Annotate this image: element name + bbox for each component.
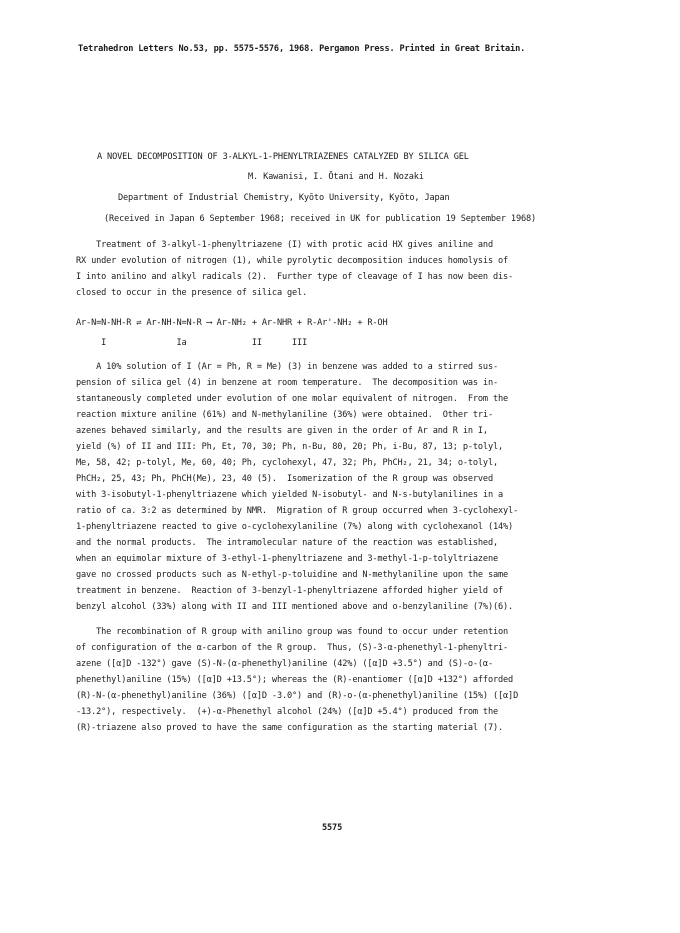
paragraph-line: benzyl alcohol (33%) along with II and III mentioned above and o-benzylaniline (7%)(6).: [76, 602, 514, 612]
author-affiliation: Department of Industrial Chemistry, Kyōto University, Kyōto, Japan: [118, 193, 450, 203]
article-title: A NOVEL DECOMPOSITION OF 3-ALKYL-1-PHENYLTRIAZENES CATALYZED BY SILICA GEL: [97, 152, 469, 162]
paragraph-line: Me, 58, 42; p-tolyl, Me, 60, 40; Ph, cyclohexyl, 47, 32; Ph, PhCH₂, 21, 34; o-tolyl,: [76, 458, 499, 468]
paragraph-line: and the normal products. The intramolecular nature of the reaction was established,: [76, 538, 499, 548]
paragraph-line: (R)-triazene also proved to have the same configuration as the starting material (7).: [76, 723, 504, 733]
paragraph-line: The recombination of R group with anilino group was found to occur under retention: [76, 627, 509, 637]
paragraph-line: (R)-N-(α-phenethyl)aniline (36%) ([α]D -3.0°) and (R)-o-(α-phenethyl)aniline (15%) ([α]D: [76, 691, 519, 701]
paragraph-line: closed to occur in the presence of silica gel.: [76, 288, 308, 298]
page-number: 5575: [322, 823, 343, 833]
journal-header: Tetrahedron Letters No.53, pp. 5575-5576, 1968. Pergamon Press. Printed in Great Britain.: [78, 44, 526, 54]
paragraph-line: treatment in benzene. Reaction of 3-benzyl-1-phenyltriazene afforded higher yield of: [76, 586, 504, 596]
paragraph-line: with 3-isobutyl-1-phenyltriazene which yielded N-isobutyl- and N-s-butylanilines in a: [76, 490, 504, 500]
paragraph-line: azenes behaved similarly, and the results are given in the order of Ar and R in I,: [76, 426, 488, 436]
scheme-compound-labels: I Ia II III: [76, 338, 308, 348]
paragraph-line: Treatment of 3-alkyl-1-phenyltriazene (I) with protic acid HX gives aniline and: [76, 240, 493, 250]
paragraph-line: azene ([α]D -132°) gave (S)-N-(α-phenethyl)aniline (42%) ([α]D +3.5°) and (S)-o-(α-: [76, 659, 493, 669]
paragraph-line: PhCH₂, 25, 43; Ph, PhCH(Me), 23, 40 (5). Isomerization of the R group was observed: [76, 474, 493, 484]
paragraph-line: RX under evolution of nitrogen (1), while pyrolytic decomposition induces homolysis of: [76, 256, 509, 266]
paragraph-line: ratio of ca. 3:2 as determined by NMR. Migration of R group occurred when 3-cyclohexyl-: [76, 506, 519, 516]
paragraph-line: A 10% solution of I (Ar = Ph, R = Me) (3) in benzene was added to a stirred sus-: [76, 362, 499, 372]
paragraph-line: 1-phenyltriazene reacted to give o-cyclohexylaniline (7%) along with cyclohexanol (14%): [76, 522, 514, 532]
paragraph-line: stantaneously completed under evolution of one molar equivalent of nitrogen. From the: [76, 394, 509, 404]
paragraph-line: phenethyl)aniline (15%) ([α]D +13.5°); whereas the (R)-enantiomer ([α]D +132°) afforded: [76, 675, 514, 685]
scheme-equation: Ar-N=N-NH-R ⇌ Ar-NH-N=N-R ⟶ Ar-NH₂ + Ar-NHR + R-Ar'-NH₂ + R-OH: [76, 318, 388, 328]
paragraph-line: yield (%) of II and III: Ph, Et, 70, 30; Ph, n-Bu, 80, 20; Ph, i-Bu, 87, 13; p-tolyl,: [76, 442, 504, 452]
paragraph-line: -13.2°), respectively. (+)-α-Phenethyl alcohol (24%) ([α]D +5.4°) produced from the: [76, 707, 499, 717]
received-dates: (Received in Japan 6 September 1968; received in UK for publication 19 September 1968): [104, 214, 537, 224]
paragraph-line: reaction mixture aniline (61%) and N-methylaniline (36%) were obtained. Other tri-: [76, 410, 493, 420]
paragraph-line: pension of silica gel (4) in benzene at room temperature. The decomposition was in-: [76, 378, 499, 388]
paragraph-line: of configuration of the α-carbon of the R group. Thus, (S)-3-α-phenethyl-1-phenyltri-: [76, 643, 509, 653]
paragraph-line: I into anilino and alkyl radicals (2). Further type of cleavage of I has now been dis-: [76, 272, 514, 282]
paragraph-line: when an equimolar mixture of 3-ethyl-1-phenyltriazene and 3-methyl-1-p-tolyltriazene: [76, 554, 499, 564]
paragraph-line: gave no crossed products such as N-ethyl-p-toluidine and N-methylaniline upon the same: [76, 570, 509, 580]
article-authors: M. Kawanisi, I. Ōtani and H. Nozaki: [248, 172, 424, 182]
